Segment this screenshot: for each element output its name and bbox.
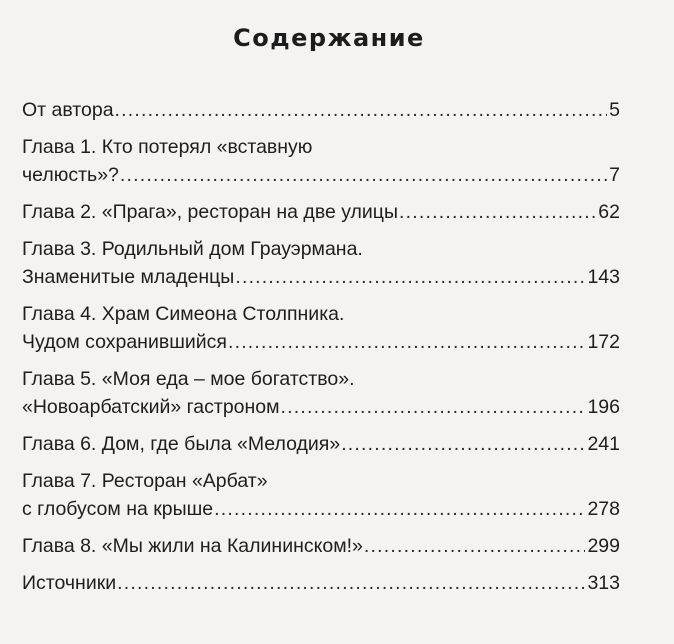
toc-entry-text: Глава 2. «Прага», ресторан на две улицы — [22, 201, 398, 223]
toc-page-number: 241 — [587, 433, 620, 455]
toc-leader-dots — [364, 532, 586, 560]
toc-line — [22, 328, 620, 356]
toc-leader-dots — [214, 495, 585, 523]
toc-entry-text: Глава 6. Дом, где была «Мелодия» — [22, 433, 341, 455]
toc-leader-dots — [341, 430, 585, 458]
toc-line — [22, 569, 620, 597]
toc-line — [22, 495, 620, 523]
toc-leader-dots — [281, 393, 586, 421]
toc-line — [22, 532, 620, 560]
toc-entry-author — [22, 96, 620, 124]
toc-title: Содержание — [233, 24, 425, 52]
toc-line — [22, 467, 620, 495]
toc-entry-text: Глава 5. «Моя еда – мое богатство». — [22, 368, 355, 390]
toc-line — [22, 198, 620, 226]
toc-line — [22, 263, 620, 291]
toc-entry-text: «Новоарбатский» гастроном — [22, 396, 280, 418]
toc-leader-dots — [228, 328, 586, 356]
toc-page-number: 196 — [587, 396, 620, 418]
toc-line — [22, 393, 620, 421]
toc-leader-dots — [235, 263, 585, 291]
toc-line — [22, 96, 620, 124]
toc-entry-chapter-1 — [22, 133, 620, 189]
toc-entry-chapter-7 — [22, 467, 620, 523]
toc-page-number: 62 — [598, 201, 620, 223]
toc-leader-dots — [399, 198, 596, 226]
toc-leader-dots — [120, 161, 607, 189]
toc-entry-text: челюсть»? — [22, 164, 119, 186]
toc-page-number: 313 — [587, 572, 620, 594]
toc-entry-text: Источники — [22, 572, 117, 594]
table-of-contents — [22, 96, 620, 606]
toc-entry-text: Глава 7. Ресторан «Арбат» — [22, 470, 268, 492]
toc-entry-text: Глава 3. Родильный дом Грауэрмана. — [22, 238, 363, 260]
toc-line — [22, 300, 620, 328]
toc-entry-text: Знаменитые младенцы — [22, 266, 235, 288]
toc-entry-text: Глава 8. «Мы жили на Калининском!» — [22, 535, 363, 557]
toc-entry-chapter-3 — [22, 235, 620, 291]
toc-page-number: 278 — [587, 498, 620, 520]
toc-entry-chapter-6 — [22, 430, 620, 458]
toc-entry-text: Глава 1. Кто потерял «вставную — [22, 136, 313, 158]
toc-leader-dots — [117, 569, 585, 597]
toc-entry-chapter-5 — [22, 365, 620, 421]
toc-line — [22, 161, 620, 189]
toc-entry-chapter-4 — [22, 300, 620, 356]
toc-entry-chapter-2 — [22, 198, 620, 226]
toc-leader-dots — [115, 96, 608, 124]
toc-line — [22, 133, 620, 161]
toc-page-number: 143 — [587, 266, 620, 288]
toc-entry-text: От автора — [22, 99, 114, 121]
toc-line — [22, 365, 620, 393]
toc-entry-chapter-8 — [22, 532, 620, 560]
toc-page-number: 172 — [587, 331, 620, 353]
toc-entry-text: с глобусом на крыше — [22, 498, 214, 520]
toc-entry-text: Глава 4. Храм Симеона Столпника. — [22, 303, 345, 325]
toc-line — [22, 430, 620, 458]
toc-line — [22, 235, 620, 263]
toc-page-number: 299 — [587, 535, 620, 557]
toc-entry-text: Чудом сохранившийся — [22, 331, 227, 353]
toc-entry-sources — [22, 569, 620, 597]
toc-page-number: 7 — [609, 164, 620, 186]
toc-page-number: 5 — [609, 99, 620, 121]
